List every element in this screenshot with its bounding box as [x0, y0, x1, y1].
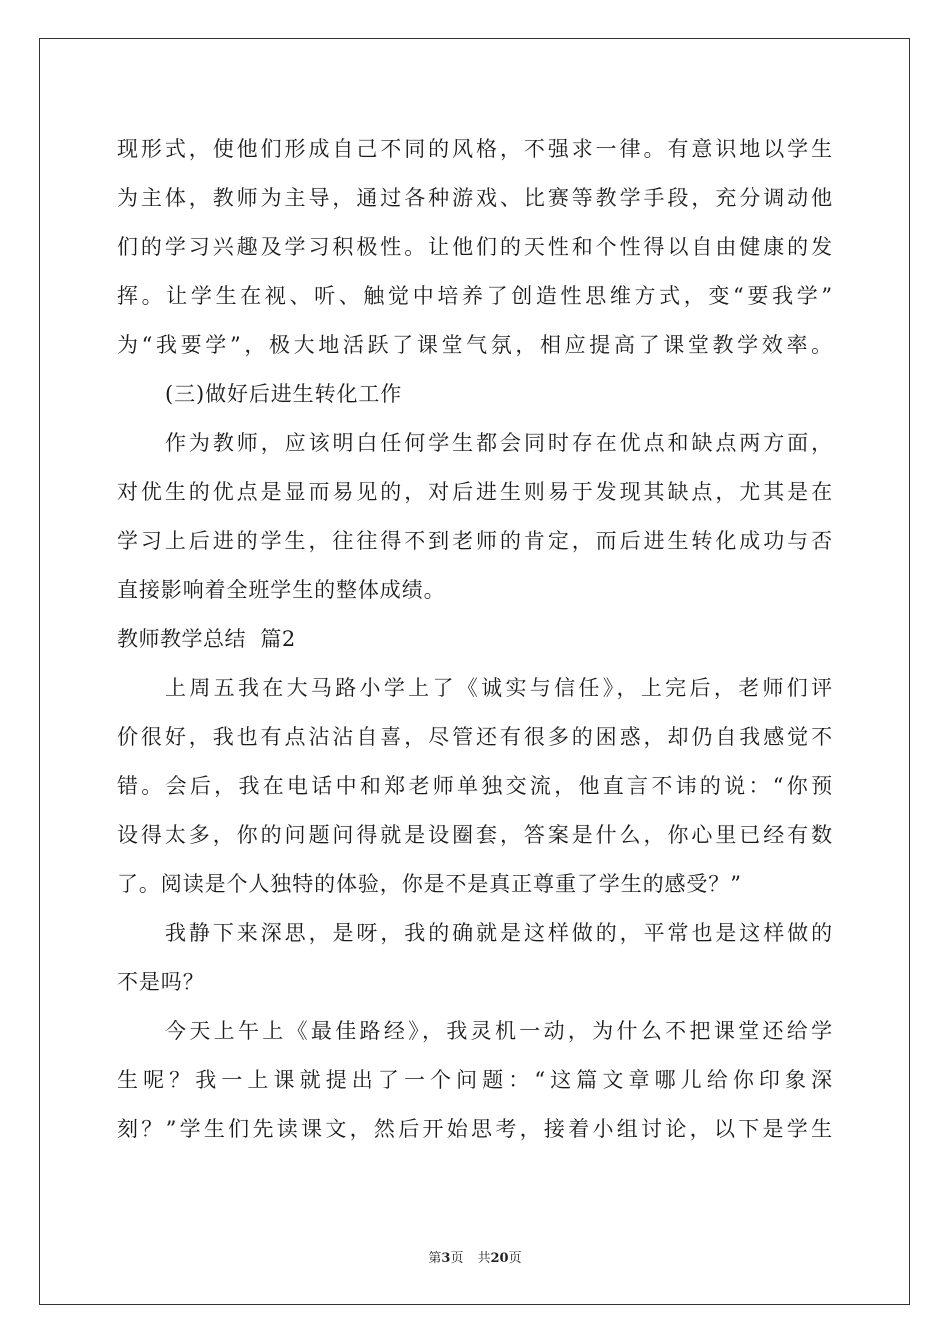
page-footer [0, 1247, 950, 1266]
paragraph-line: 对优生的优点是显而易见的，对后进生则易于发现其缺点，尤其是在 [117, 480, 833, 504]
paragraph-line: 挥。让学生在视、听、触觉中培养了创造性思维方式，变“要我学” [117, 284, 833, 308]
paragraph-line: 价很好，我也有点沾沾自喜，尽管还有很多的困惑，却仍自我感觉不 [117, 725, 833, 749]
paragraph-line: 了。阅读是个人独特的体验，你是不是真正尊重了学生的感受？” [117, 872, 742, 896]
paragraph-line: 现形式，使他们形成自己不同的风格，不强求一律。有意识地以学生 [117, 137, 833, 161]
section-title: 教师教学总结 篇2 [117, 627, 296, 651]
paragraph-line: 为“我要学”，极大地活跃了课堂气氛，相应提高了课堂教学效率。 [117, 333, 833, 357]
paragraph-line: 错。会后，我在电话中和郑老师单独交流，他直言不讳的说：“你预 [117, 774, 833, 798]
paragraph-line: 今天上午上《最佳路经》，我灵机一动，为什么不把课堂还给学 [165, 1019, 833, 1043]
paragraph-line: 直接影响着全班学生的整体成绩。 [117, 578, 446, 602]
paragraph-line: 生呢？我一上课就提出了一个问题：“这篇文章哪儿给你印象深 [117, 1068, 833, 1092]
paragraph-line: 我静下来深思，是呀，我的确就是这样做的，平常也是这样做的 [165, 921, 833, 945]
total-prefix: 共 [477, 1251, 491, 1266]
paragraph-line: 们的学习兴趣及学习积极性。让他们的天性和个性得以自由健康的发 [117, 235, 833, 259]
page-prefix: 第 [428, 1251, 442, 1266]
paragraph-line: 作为教师，应该明白任何学生都会同时存在优点和缺点两方面， [165, 431, 833, 455]
page-number: 3 [441, 1251, 451, 1266]
paragraph-line: 学习上后进的学生，往往得不到老师的肯定，而后进生转化成功与否 [117, 529, 833, 553]
paragraph-line: 设得太多，你的问题问得就是设圈套，答案是什么，你心里已经有数 [117, 823, 833, 847]
sub-heading: (三)做好后进生转化工作 [165, 382, 403, 406]
total-suffix: 页 [508, 1251, 522, 1266]
paragraph-line: 刻？”学生们先读课文，然后开始思考，接着小组讨论，以下是学生 [117, 1117, 833, 1141]
paragraph-line: 不是吗？ [117, 970, 205, 994]
paragraph-line: 为主体，教师为主导，通过各种游戏、比赛等教学手段，充分调动他 [117, 186, 833, 210]
document-body [117, 125, 833, 1154]
total-pages: 20 [490, 1251, 509, 1266]
page-suffix: 页 [450, 1251, 464, 1266]
paragraph-line: 上周五我在大马路小学上了《诚实与信任》，上完后，老师们评 [165, 676, 833, 700]
